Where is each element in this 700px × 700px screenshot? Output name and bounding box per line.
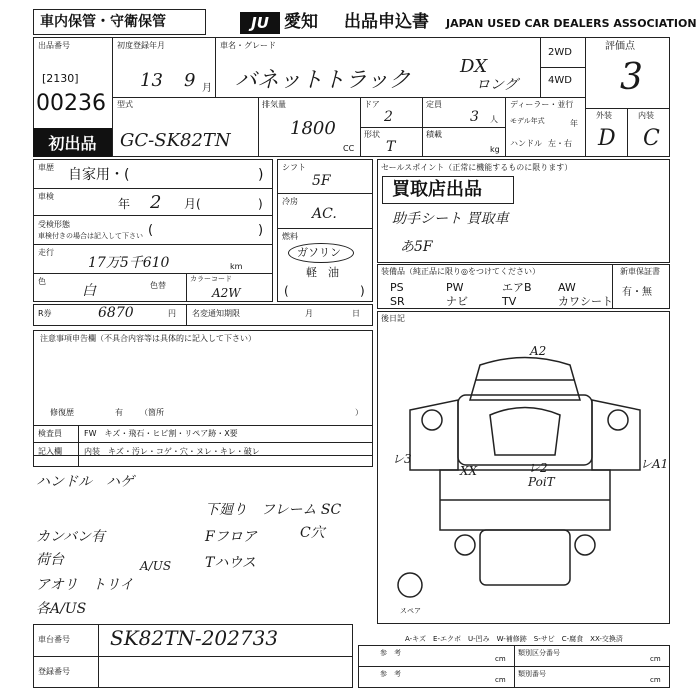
dealer-label: ディーラー・並行 xyxy=(510,100,574,109)
option-item: エアB xyxy=(502,281,532,294)
left-front-wheel xyxy=(422,410,442,430)
sales-note2: あ5F xyxy=(400,239,433,255)
cab-roof xyxy=(470,358,580,401)
registration-year: 13 xyxy=(140,70,163,91)
repair-label: 修復歴 xyxy=(50,408,74,417)
registration-label: 初度登録年月 xyxy=(117,41,165,50)
unit-cm-3: cm xyxy=(650,655,661,663)
shaken-year-unit: 年 xyxy=(118,197,131,211)
divider xyxy=(277,193,373,194)
drive-2wd: 2WD xyxy=(548,47,572,58)
association-name: JAPAN USED CAR DEALERS ASSOCIATION xyxy=(446,17,697,30)
sales-note1: 助手シート 買取車 xyxy=(392,211,509,227)
chassis-label: 車台番号 xyxy=(38,635,70,644)
displacement-value: 1800 xyxy=(290,118,336,139)
option-item: PS xyxy=(390,281,404,294)
shaken-month-unit: 月( xyxy=(184,197,201,211)
interior-row: 内装 キズ・汚レ・コゲ・穴・ヌレ・キレ・破レ xyxy=(84,447,260,456)
capacity-unit: 人 xyxy=(490,115,498,124)
capacity-value: 3 xyxy=(470,109,479,125)
damage-legend: A-キズ E-エクボ U-凹み W-補修跡 S-サビ C-腐食 XX-交換済 xyxy=(405,635,623,643)
hw-line1: ハンドル ハゲ xyxy=(36,474,134,490)
load-label: 積載 xyxy=(426,130,442,139)
hw-right2: Fフロア xyxy=(205,529,257,545)
color-value: 白 xyxy=(82,283,96,299)
divider xyxy=(186,273,187,302)
cab-center xyxy=(490,408,560,456)
type-value: GC-SK82TN xyxy=(120,130,231,151)
lot-label: 出品番号 xyxy=(38,41,70,50)
unit-cm-1: cm xyxy=(495,655,506,663)
hw-line4: アオリ トリイ xyxy=(36,577,134,593)
entry-label: 記入欄 xyxy=(38,447,62,456)
fuel-gas: ガソリン xyxy=(297,246,341,259)
option-item: TV xyxy=(502,295,517,308)
sales-point-label: セールスポイント（正常に機能するものに限ります） xyxy=(381,163,573,172)
recycle-unit: 円 xyxy=(168,309,176,318)
unit-cm-2: cm xyxy=(495,676,506,684)
hw-line3: 荷台 xyxy=(36,552,64,568)
mark-cargo: XX xyxy=(460,464,478,478)
handle-options: 左・右 xyxy=(548,139,572,148)
option-item: AW xyxy=(558,281,576,294)
fuel-label: 燃料 xyxy=(282,232,298,241)
entry-border xyxy=(33,425,373,467)
option-item: SR xyxy=(390,295,405,308)
repair-part: （箇所 xyxy=(140,408,164,417)
tax-day: 日 xyxy=(352,309,360,318)
divider xyxy=(33,215,273,216)
hw-line5: 各A/US xyxy=(36,601,87,617)
repair-yes: 有 xyxy=(115,408,123,417)
ac-value: AC. xyxy=(312,206,337,222)
recycle-label: R券 xyxy=(38,309,52,318)
fuel-close: ) xyxy=(360,284,365,298)
shape-value: T xyxy=(386,139,396,155)
form-open: ( xyxy=(148,223,154,238)
pass-label: 類別区分番号 xyxy=(518,649,560,657)
shaken-month-value: 2 xyxy=(150,192,162,213)
brand-name: 愛知 xyxy=(284,12,318,32)
model-grade2: ロング xyxy=(476,77,518,93)
spare-wheel xyxy=(398,573,422,597)
right-front-wheel xyxy=(608,410,628,430)
cc-unit: CC xyxy=(343,144,355,153)
option-item: カワシート xyxy=(558,295,613,308)
form-label: 受検形態 xyxy=(38,220,70,229)
divider xyxy=(358,666,670,667)
handle-label: ハンドル xyxy=(510,139,542,148)
model-year-label: モデル年式 xyxy=(510,117,545,125)
mark-center2: PoiT xyxy=(528,475,555,489)
divider xyxy=(33,188,273,189)
after-label: 後日記 xyxy=(381,314,405,323)
model-year-unit: 年 xyxy=(570,119,578,128)
right-rear-wheel xyxy=(575,535,595,555)
form-title: 出品申込書 xyxy=(344,12,429,32)
vehicle-damage-diagram xyxy=(380,340,670,610)
option-item: PW xyxy=(446,281,464,294)
first-listing-badge xyxy=(33,128,112,157)
divider xyxy=(585,37,586,157)
history-value: 自家用・( xyxy=(68,167,130,183)
mileage-unit: km xyxy=(230,262,243,271)
shaken-close: ) xyxy=(258,197,263,211)
history-close: ) xyxy=(258,167,264,183)
mileage-value: 17万5千610 xyxy=(88,255,170,271)
exterior-label: 外装 xyxy=(596,111,612,120)
divider xyxy=(627,108,628,157)
interior-score: C xyxy=(643,126,660,151)
displacement-label: 排気量 xyxy=(262,100,286,109)
mark-right: レA1 xyxy=(640,457,669,471)
divider xyxy=(360,127,505,128)
divider xyxy=(505,97,506,157)
left-rear-wheel xyxy=(455,535,475,555)
registration-month-unit: 月 xyxy=(202,83,212,94)
color-swap-label: 色替 xyxy=(150,281,166,290)
shift-label: シフト xyxy=(282,163,306,172)
exterior-score: D xyxy=(598,126,616,151)
new-warranty-label: 新車保証書 xyxy=(620,267,660,276)
stamp-text: 買取店出品 xyxy=(392,179,482,200)
attention-label: 注意事項申告欄（不具合内容等は具体的に記入して下さい） xyxy=(40,334,256,343)
repair-close: ） xyxy=(355,408,363,417)
divider xyxy=(33,273,273,274)
options-grid xyxy=(388,280,613,308)
shaken-label: 車検 xyxy=(38,192,54,201)
fw-row: FW キズ・飛石・ヒビ割・リペア跡・X要 xyxy=(84,429,238,438)
color-code-label: カラーコード xyxy=(190,275,232,283)
recycle-value: 6870 xyxy=(98,305,134,321)
lot-bracket: [2130] xyxy=(42,72,79,85)
divider xyxy=(277,228,373,229)
mileage-label: 走行 xyxy=(38,248,54,257)
divider xyxy=(186,304,187,326)
model-grade: DX xyxy=(460,56,488,77)
shift-value: 5F xyxy=(312,173,331,189)
reg-label: 登録番号 xyxy=(38,667,70,676)
model-name: バネットトラック xyxy=(235,68,411,93)
score-label: 評価点 xyxy=(605,41,635,52)
model-label: 車名・グレード xyxy=(220,41,276,50)
load-unit: kg xyxy=(490,145,500,154)
mark-center1: レ2 xyxy=(528,461,548,475)
divider xyxy=(33,244,273,245)
divider xyxy=(258,97,259,157)
divider xyxy=(112,97,585,98)
type-label: 型式 xyxy=(117,100,133,109)
doors-value: 2 xyxy=(384,109,393,125)
hw-right2b: C穴 xyxy=(300,525,325,541)
tax-label: 名変通知期限 xyxy=(192,309,240,318)
capacity-label: 定員 xyxy=(426,100,442,109)
option-item: ナビ xyxy=(446,295,468,308)
ju-logo-text: JU xyxy=(251,14,269,32)
pass-label2: 類別番号 xyxy=(518,670,546,678)
shape-label: 形状 xyxy=(364,130,380,139)
interior-label: 内装 xyxy=(638,111,654,120)
fuel-open: ( xyxy=(284,284,289,298)
ref-label2: 参 考 xyxy=(380,670,401,678)
hw-right3: Tハウス xyxy=(205,555,256,571)
mark-left: レ3 xyxy=(392,452,412,466)
hw-line2: カンバン有 xyxy=(36,529,106,545)
doors-label: ドア xyxy=(364,100,380,109)
hw-line3b: A/US xyxy=(140,559,172,573)
ref-label1: 参 考 xyxy=(380,649,401,657)
options-label: 装備品（純正品に限り◎をつけてください） xyxy=(381,267,540,276)
color-code-value: A2W xyxy=(212,286,241,300)
inspector-label: 検査員 xyxy=(38,429,62,438)
registration-month: 9 xyxy=(184,70,196,91)
rear-section xyxy=(480,530,570,585)
first-listing-text: 初出品 xyxy=(48,134,97,153)
drive-4wd: 4WD xyxy=(548,75,572,86)
spare-label: スペア xyxy=(400,607,421,615)
lot-number: 00236 xyxy=(36,91,106,116)
hw-right1: 下廻り フレーム SC xyxy=(205,502,342,518)
mark-top: A2 xyxy=(530,344,547,358)
ju-logo xyxy=(240,12,280,34)
storage-label: 車内保管・守衛保管 xyxy=(40,14,166,30)
divider xyxy=(215,37,216,97)
color-label: 色 xyxy=(38,277,46,286)
form-close: ) xyxy=(258,223,264,238)
divider xyxy=(540,67,585,68)
fuel-diesel: 軽 油 xyxy=(306,266,339,279)
chassis-value: SK82TN-202733 xyxy=(110,626,279,650)
ac-label: 冷房 xyxy=(282,197,298,206)
new-warranty-value: 有・無 xyxy=(622,287,652,298)
score-value: 3 xyxy=(620,57,643,98)
history-label: 車歴 xyxy=(38,163,54,172)
form-sub: 車検付きの場合は記入して下さい xyxy=(38,232,143,240)
divider xyxy=(33,656,353,657)
tax-month: 月 xyxy=(305,309,313,318)
unit-cm-4: cm xyxy=(650,676,661,684)
